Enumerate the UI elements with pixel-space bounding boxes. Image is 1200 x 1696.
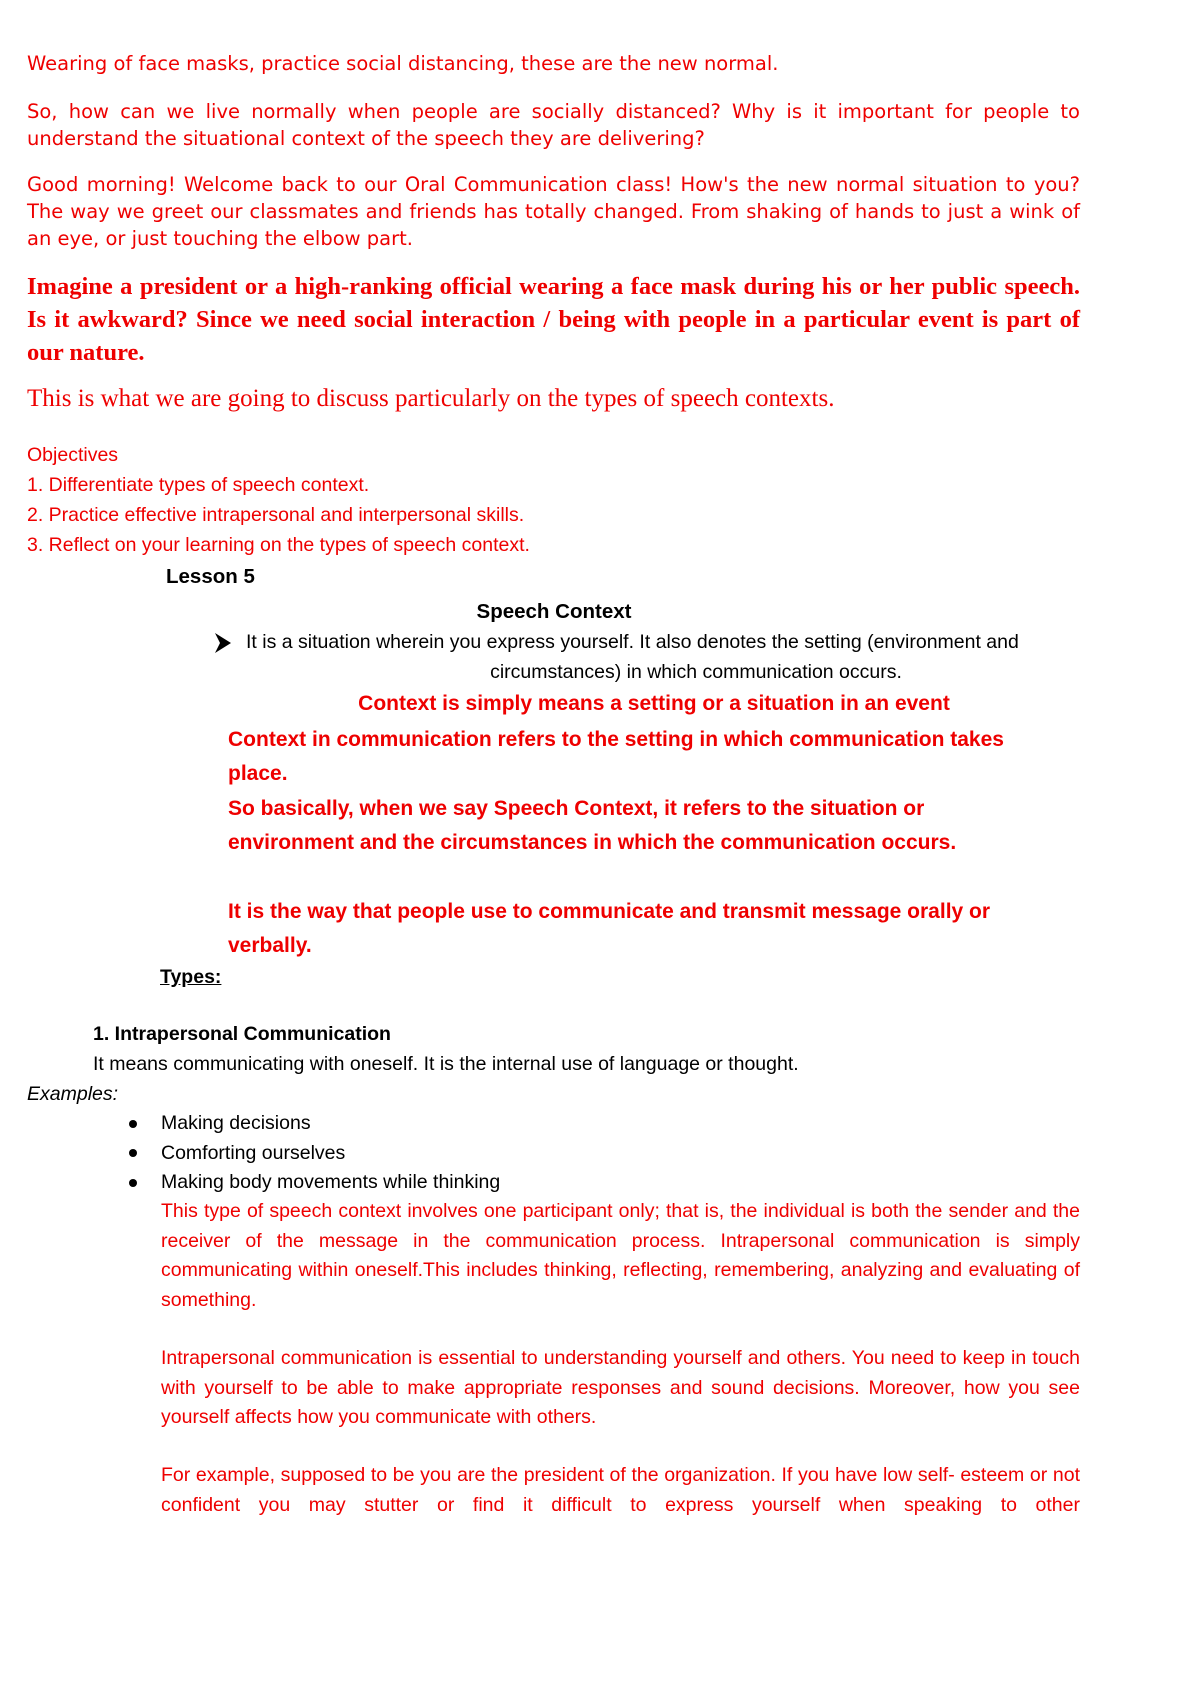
- speech-context-definition-line: It is a situation wherein you express yourself. It also denotes the setting (environment and: [246, 631, 1019, 653]
- context-way-line: verbally.: [228, 934, 312, 957]
- dot-bullet-icon: [129, 1179, 137, 1187]
- example-item: Making decisions: [161, 1112, 311, 1134]
- discussion-intro: This is what we are going to discuss particularly on the types of speech contexts.: [27, 385, 835, 412]
- examples-label: Examples:: [27, 1083, 119, 1105]
- context-communication-line: Context in communication refers to the setting in which communication takes: [228, 728, 1004, 751]
- example-item: Making body movements while thinking: [161, 1171, 501, 1193]
- intrapersonal-example: For example, supposed to be you are the president of the organization. If you have low self- esteem or not confident you may stutter or find it difficult to express yourself when speaking to other: [161, 1464, 1080, 1516]
- objective-item: 3. Reflect on your learning on the types of speech context.: [27, 534, 530, 556]
- context-basically-line: So basically, when we say Speech Context, it refers to the situation or: [228, 797, 925, 820]
- types-heading: Types:: [160, 966, 222, 988]
- type1-title: 1. Intrapersonal Communication: [93, 1023, 391, 1045]
- imagine-paragraph: Imagine a president or a high-ranking official wearing a face mask during his or her public speech. Is it awkward? Since we need social interaction / being with people in a particular event is part of our nature.: [27, 273, 1080, 366]
- context-way-line: It is the way that people use to communicate and transmit message orally or: [228, 900, 991, 923]
- objectives-heading: Objectives: [27, 444, 119, 466]
- greeting-paragraph: Good morning! Welcome back to our Oral Communication class! How's the new normal situation to you? The way we greet our classmates and friends has totally changed. From shaking of hands to just a wink of an eye, or just touching the elbow part.: [27, 173, 1080, 250]
- arrowhead-bullet-icon: [213, 631, 233, 655]
- objective-item: 1. Differentiate types of speech context.: [27, 474, 370, 496]
- lesson-title: Speech Context: [476, 600, 632, 623]
- context-basically-line: environment and the circumstances in which the communication occurs.: [228, 831, 957, 854]
- context-communication-line: place.: [228, 762, 288, 785]
- dot-bullet-icon: [129, 1149, 137, 1157]
- type1-definition: It means communicating with oneself. It is the internal use of language or thought.: [93, 1053, 799, 1075]
- dot-bullet-icon: [129, 1120, 137, 1128]
- example-item: Comforting ourselves: [161, 1142, 346, 1164]
- intrapersonal-explanation: This type of speech context involves one participant only; that is, the individual is both the sender and the receiver of the message in the communication process. Intrapersonal communication is simply communicating within oneself.This includes thinking, reflecting, remembering, analyzing and evaluating of something.: [161, 1200, 1080, 1311]
- lesson-label: Lesson 5: [166, 565, 255, 588]
- objective-item: 2. Practice effective intrapersonal and interpersonal skills.: [27, 504, 525, 526]
- speech-context-definition-line: circumstances) in which communication occurs.: [490, 661, 902, 683]
- context-simple-definition: Context is simply means a setting or a situation in an event: [358, 692, 950, 715]
- intrapersonal-importance: Intrapersonal communication is essential to understanding yourself and others. You need to keep in touch with yourself to be able to make appropriate responses and sound decisions. Moreover, how you see yourself affects how you communicate with others.: [161, 1347, 1080, 1428]
- intro-line: Wearing of face masks, practice social distancing, these are the new normal.: [27, 52, 779, 75]
- intro-question-paragraph: So, how can we live normally when people are socially distanced? Why is it important for people to understand the situational context of the speech they are delivering?: [27, 100, 1080, 150]
